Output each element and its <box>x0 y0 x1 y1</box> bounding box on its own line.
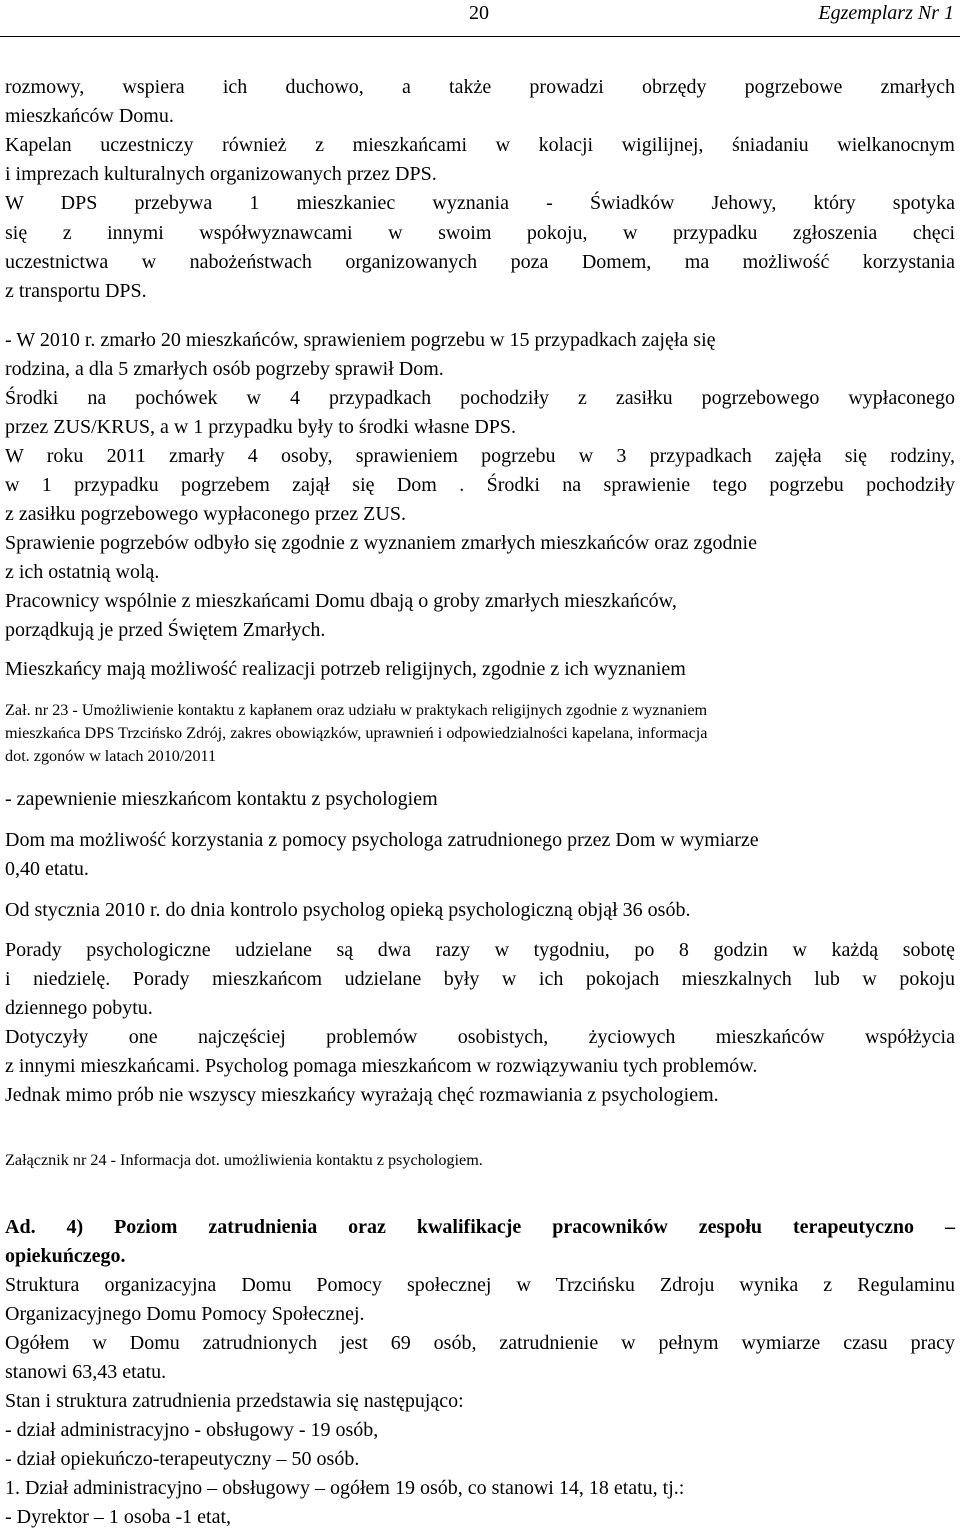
text-line: z zasiłku pogrzebowego wypłaconego przez ZUS. <box>5 503 406 525</box>
text-line: Stan i struktura zatrudnienia przedstawia się następująco: <box>5 1390 464 1412</box>
text-line: Jednak mimo prób nie wszyscy mieszkańcy wyrażają chęć rozmawiania z psychologiem. <box>5 1084 719 1106</box>
section-heading: opiekuńczego. <box>5 1245 126 1267</box>
text-line: z innymi mieszkańcami. Psycholog pomaga mieszkańcom w rozwiązywaniu tych problemów. <box>5 1055 758 1077</box>
section-heading: Ad. 4) Poziom zatrudnienia oraz kwalifikacje pracowników zespołu terapeutyczno – <box>5 1216 955 1238</box>
text-line: uczestnictwa w nabożeństwach organizowanych poza Domem, ma możliwość korzystania <box>5 251 955 273</box>
text-line: Kapelan uczestniczy również z mieszkańcami w kolacji wigilijnej, śniadaniu wielkanocnym <box>5 134 955 156</box>
text-line: Mieszkańcy mają możliwość realizacji potrzeb religijnych, zgodnie z ich wyznaniem <box>5 658 686 680</box>
attachment-note: Załącznik nr 24 - Informacja dot. umożliwienia kontaktu z psychologiem. <box>5 1151 483 1169</box>
text-line: - W 2010 r. zmarło 20 mieszkańców, sprawieniem pogrzebu w 15 przypadkach zajęła się <box>5 329 716 351</box>
text-line: Ogółem w Domu zatrudnionych jest 69 osób, zatrudnienie w pełnym wymiarze czasu pracy <box>5 1332 955 1354</box>
text-line: rozmowy, wspiera ich duchowo, a także prowadzi obrzędy pogrzebowe zmarłych <box>5 76 955 98</box>
text-line: Dom ma możliwość korzystania z pomocy psychologa zatrudnionego przez Dom w wymiarze <box>5 829 759 851</box>
copy-label: Egzemplarz Nr 1 <box>818 2 954 24</box>
text-line: stanowi 63,43 etatu. <box>5 1361 167 1383</box>
text-line: Sprawienie pogrzebów odbyło się zgodnie z wyznaniem zmarłych mieszkańców oraz zgodnie <box>5 532 757 554</box>
page-header <box>0 0 960 37</box>
page-number: 20 <box>469 2 489 24</box>
text-line: Dotyczyły one najczęściej problemów osobistych, życiowych mieszkańców współżycia <box>5 1026 955 1048</box>
text-line: przez ZUS/KRUS, a w 1 przypadku były to środki własne DPS. <box>5 416 517 438</box>
section-subheading: - zapewnienie mieszkańcom kontaktu z psychologiem <box>5 788 438 810</box>
text-line: się z innymi współwyznawcami w swoim pokoju, w przypadku zgłoszenia chęci <box>5 222 955 244</box>
text-line: w 1 przypadku pogrzebem zajął się Dom . Środki na sprawienie tego pogrzebu pochodziły <box>5 474 955 496</box>
text-line: porządkują je przed Świętem Zmarłych. <box>5 619 326 641</box>
text-line: i niedzielę. Porady mieszkańcom udzielane były w ich pokojach mieszkalnych lub w pokoju <box>5 968 955 990</box>
attachment-note: dot. zgonów w latach 2010/2011 <box>5 747 217 765</box>
text-line: dziennego pobytu. <box>5 997 153 1019</box>
list-item: 1. Dział administracyjno – obsługowy – ogółem 19 osób, co stanowi 14, 18 etatu, tj.: <box>5 1477 685 1499</box>
text-line: z transportu DPS. <box>5 280 147 302</box>
text-line: i imprezach kulturalnych organizowanych przez DPS. <box>5 163 437 185</box>
text-line: Środki na pochówek w 4 przypadkach pochodziły z zasiłku pogrzebowego wypłaconego <box>5 387 955 409</box>
text-line: W roku 2011 zmarły 4 osoby, sprawieniem pogrzebu w 3 przypadkach zajęła się rodziny, <box>5 445 955 467</box>
list-item: - dział administracyjno - obsługowy - 19 osób, <box>5 1419 379 1441</box>
text-line: Od stycznia 2010 r. do dnia kontrolo psycholog opieką psychologiczną objął 36 osób. <box>5 899 691 921</box>
list-item: - dział opiekuńczo-terapeutyczny – 50 osób. <box>5 1448 360 1470</box>
text-line: Struktura organizacyjna Domu Pomocy społecznej w Trzcińsku Zdroju wynika z Regulaminu <box>5 1274 955 1296</box>
list-item: - Dyrektor – 1 osoba -1 etat, <box>5 1506 232 1528</box>
text-line: rodzina, a dla 5 zmarłych osób pogrzeby sprawił Dom. <box>5 358 444 380</box>
text-line: 0,40 etatu. <box>5 858 89 880</box>
text-line: W DPS przebywa 1 mieszkaniec wyznania - Świadków Jehowy, który spotyka <box>5 192 955 214</box>
text-line: mieszkańców Domu. <box>5 105 174 127</box>
text-line: z ich ostatnią wolą. <box>5 561 160 583</box>
text-line: Porady psychologiczne udzielane są dwa razy w tygodniu, po 8 godzin w każdą sobotę <box>5 939 955 961</box>
attachment-note: Zał. nr 23 - Umożliwienie kontaktu z kapłanem oraz udziału w praktykach religijnych zgodnie z wyznaniem <box>5 701 708 719</box>
text-line: Pracownicy wspólnie z mieszkańcami Domu dbają o groby zmarłych mieszkańców, <box>5 590 677 612</box>
attachment-note: mieszkańca DPS Trzcińsko Zdrój, zakres obowiązków, uprawnień i odpowiedzialności kapelana, informacja <box>5 724 708 742</box>
text-line: Organizacyjnego Domu Pomocy Społecznej. <box>5 1303 365 1325</box>
